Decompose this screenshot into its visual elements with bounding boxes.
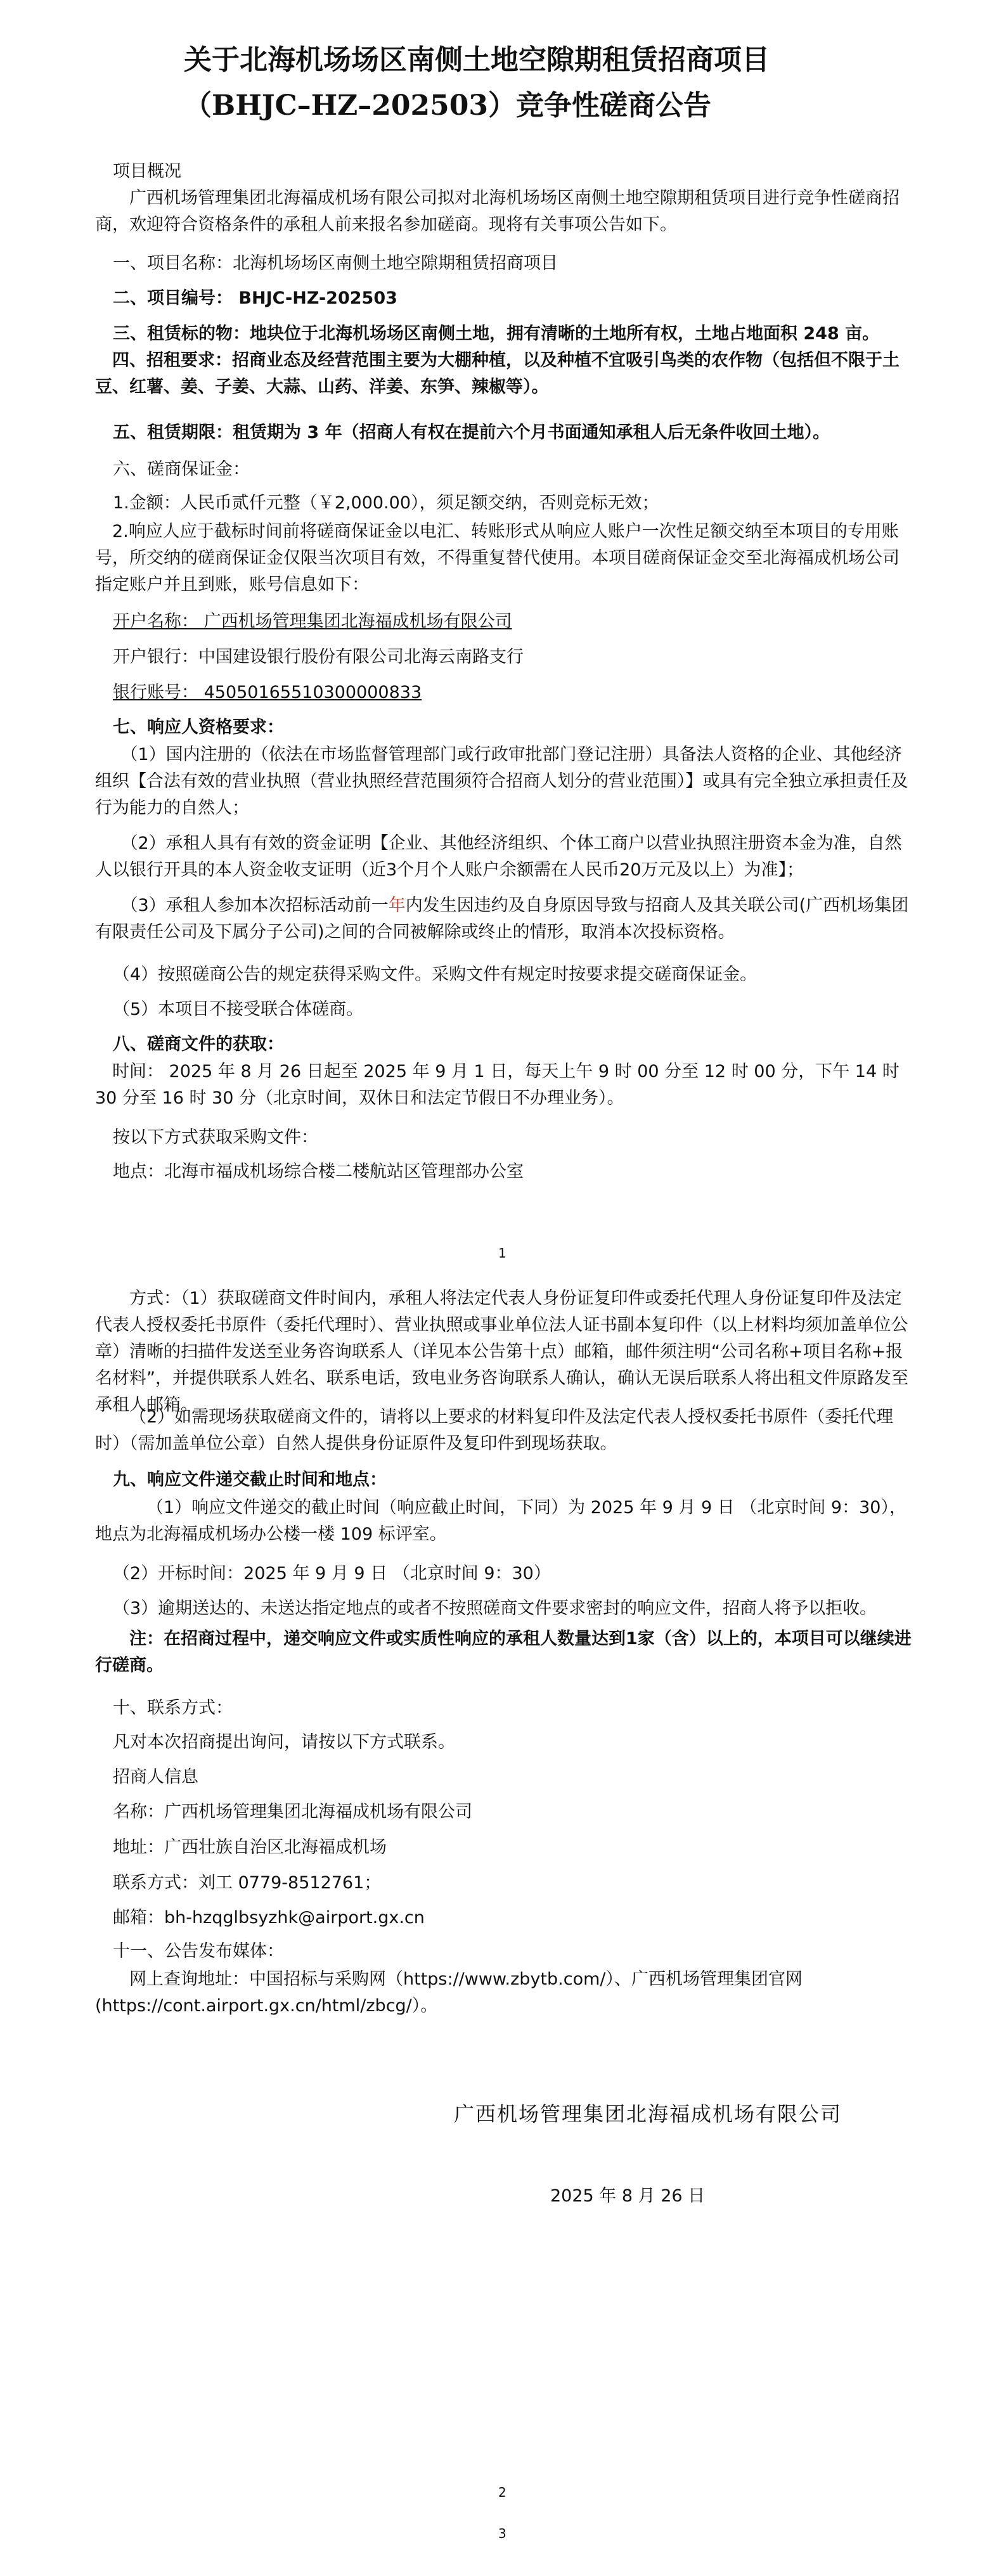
section-8-time: 时间： 2025 年 8 月 26 日起至 2025 年 9 月 1 日，每天上午 9 时 00 分至 12 时 00 分，下午 14 时 30 分至 16 时 30 分（北京时间，双休日和法定节假日不办理业务）。 [95,1062,900,1108]
page-number-2: 2 [498,2485,506,2500]
section-8-location: 地点：北海市福成机场综合楼二楼航站区管理部办公室 [113,1162,524,1182]
section-1: 一、项目名称：北海机场场区南侧土地空隙期租赁招商项目 [113,254,558,273]
section-2: 二、项目编号： BHJC-HZ-202503 [113,288,397,308]
section-6: 六、磋商保证金： [113,460,250,479]
method-2: （2）如需现场获取磋商文件的，请将以上要求的材料复印件及法定代表人授权委托书原件（委托代理时）（需加盖单位公章）自然人提供身份证原件及复印件到现场获取。 [95,1407,894,1453]
signature-organization: 广西机场管理集团北海福成机场有限公司 [454,2102,842,2126]
signature-date: 2025 年 8 月 26 日 [550,2186,706,2206]
section-7-item-4: （4）按照磋商公告的规定获得采购文件。采购文件有规定时按要求提交磋商保证金。 [113,965,758,984]
contact-heading: 招商人信息 [113,1767,198,1787]
section-3: 三、租赁标的物：地块位于北海机场场区南侧土地，拥有清晰的土地所有权，土地占地面积 248 亩。 [113,324,880,344]
page-number-3: 3 [498,2526,506,2541]
section-10: 十、联系方式： [113,1698,233,1718]
doc-title-line1: 关于北海机场场区南侧土地空隙期租赁招商项目 [184,44,770,76]
section-8-way: 按以下方式获取采购文件： [113,1128,318,1147]
section-7-item-3-red: 年 [388,896,406,915]
contact-phone: 联系方式：刘工 0779-8512761； [113,1873,382,1893]
note-paragraph: 注：在招商过程中，递交响应文件或实质性响应的承租人数量达到1家（含）以上的，本项目可以继续进行磋商。 [95,1629,912,1675]
contact-intro: 凡对本次招商提出询问，请按以下方式联系。 [113,1732,455,1752]
section-11: 十一、公告发布媒体： [113,1942,284,1961]
section-7: 七、响应人资格要求： [113,718,284,737]
account-name: 开户名称： 广西机场管理集团北海福成机场有限公司 [113,612,512,631]
section-4: 四、招租要求：招商业态及经营范围主要为大棚种植，以及种植不宜吸引鸟类的农作物（包括但不限于土豆、红薯、姜、子姜、大蒜、山药、洋姜、东笋、辣椒等）。 [95,351,900,397]
intro-paragraph: 广西机场管理集团北海福成机场有限公司拟对北海机场场区南侧土地空隙期租赁项目进行竞争性磋商招商，欢迎符合资格条件的承租人前来报名参加磋商。现将有关事项公告如下。 [95,188,900,235]
section-6-amount: 1.金额：人民币贰仟元整（￥2,000.00），须足额交纳，否则竞标无效； [113,493,659,513]
section-9: 九、响应文件递交截止时间和地点： [113,1470,387,1490]
section-8: 八、磋商文件的获取： [113,1034,284,1054]
section-9-item-2: （2）开标时间：2025 年 9 月 9 日 （北京时间 9：30） [113,1564,551,1583]
section-11-media: 网上查询地址：中国招标与采购网（https://www.zbytb.com/）、广西机场管理集团官网(https://cont.airport.gx.cn/html/zbcg/）。 [95,1969,803,2016]
contact-name: 名称：广西机场管理集团北海福成机场有限公司 [113,1802,472,1822]
section-7-item-3 [95,892,913,946]
contact-address: 地址：广西壮族自治区北海福成机场 [113,1838,387,1857]
method-1: 方式：（1）获取磋商文件时间内，承租人将法定代表人身份证复印件或委托代理人身份证复印件及法定代表人授权委托书原件（委托代理时）、营业执照或事业单位法人证书副本复印件（以上材料均须加盖单位公章）清晰的扫描件发送至业务咨询联系人（详见本公告第十点）邮箱，邮件须注明“公司名称+项目名称+报名材料”，并提供联系人姓名、联系电话，致电业务咨询联系人确认，确认无误后联系人将出租文件原路发至承租人邮箱。 [95,1289,908,1415]
section-7-item-3-b: 内发生因违约及自身原因导致与招商人及其关联公司(广西机场集团有限责任公司及下属分子公司)之间的合同被解除或终止的情形，取消本次投标资格。 [95,896,909,942]
section-6-deposit: 2.响应人应于截标时间前将磋商保证金以电汇、转账形式从响应人账户一次性足额交纳至本项目的专用账号，所交纳的磋商保证金仅限当次项目有效，不得重复替代使用。本项目磋商保证金交至北海福成机场公司指定账户并且到账，账号信息如下： [95,522,900,595]
section-9-item-3: （3）逾期送达的、未送达指定地点的或者不按照磋商文件要求密封的响应文件，招商人将予以拒收。 [113,1599,877,1618]
section-7-item-2: （2）承租人具有有效的资金证明【企业、其他经济组织、个体工商户以营业执照注册资本金为准，自然人以银行开具的本人资金收支证明（近3个月个人账户余额需在人民币20万元及以上）为准】； [95,834,902,880]
account-bank: 开户银行：中国建设银行股份有限公司北海云南路支行 [113,647,524,667]
doc-title-line2: （BHJC–HZ–202503）竞争性磋商公告 [184,89,711,122]
section-7-item-3-a: （3）承租人参加本次招标活动前一 [120,896,389,915]
section-7-item-1: （1）国内注册的（依法在市场监督管理部门或行政审批部门登记注册）具备法人资格的企业、其他经济组织【合法有效的营业执照（营业执照经营范围须符合招商人划分的营业范围）】或具有完全独立承担责任及行为能力的自然人； [95,745,908,818]
account-number: 银行账号： 45050165510300000833 [113,683,422,702]
section-7-item-5: （5）本项目不接受联合体磋商。 [113,1000,364,1019]
overview-heading: 项目概况 [113,162,181,181]
section-5: 五、租赁期限：租赁期为 3 年（招商人有权在提前六个月书面通知承租人后无条件收回土地）。 [113,423,830,442]
page-number-1: 1 [498,1246,506,1261]
section-9-item-1: （1）响应文件递交的截止时间（响应截止时间，下同）为 2025 年 9 月 9 日 （北京时间 9：30），地点为北海福成机场办公楼一楼 109 标评室。 [95,1498,906,1544]
contact-email: 邮箱：bh-hzqglbsyzhk@airport.gx.cn [113,1908,425,1928]
